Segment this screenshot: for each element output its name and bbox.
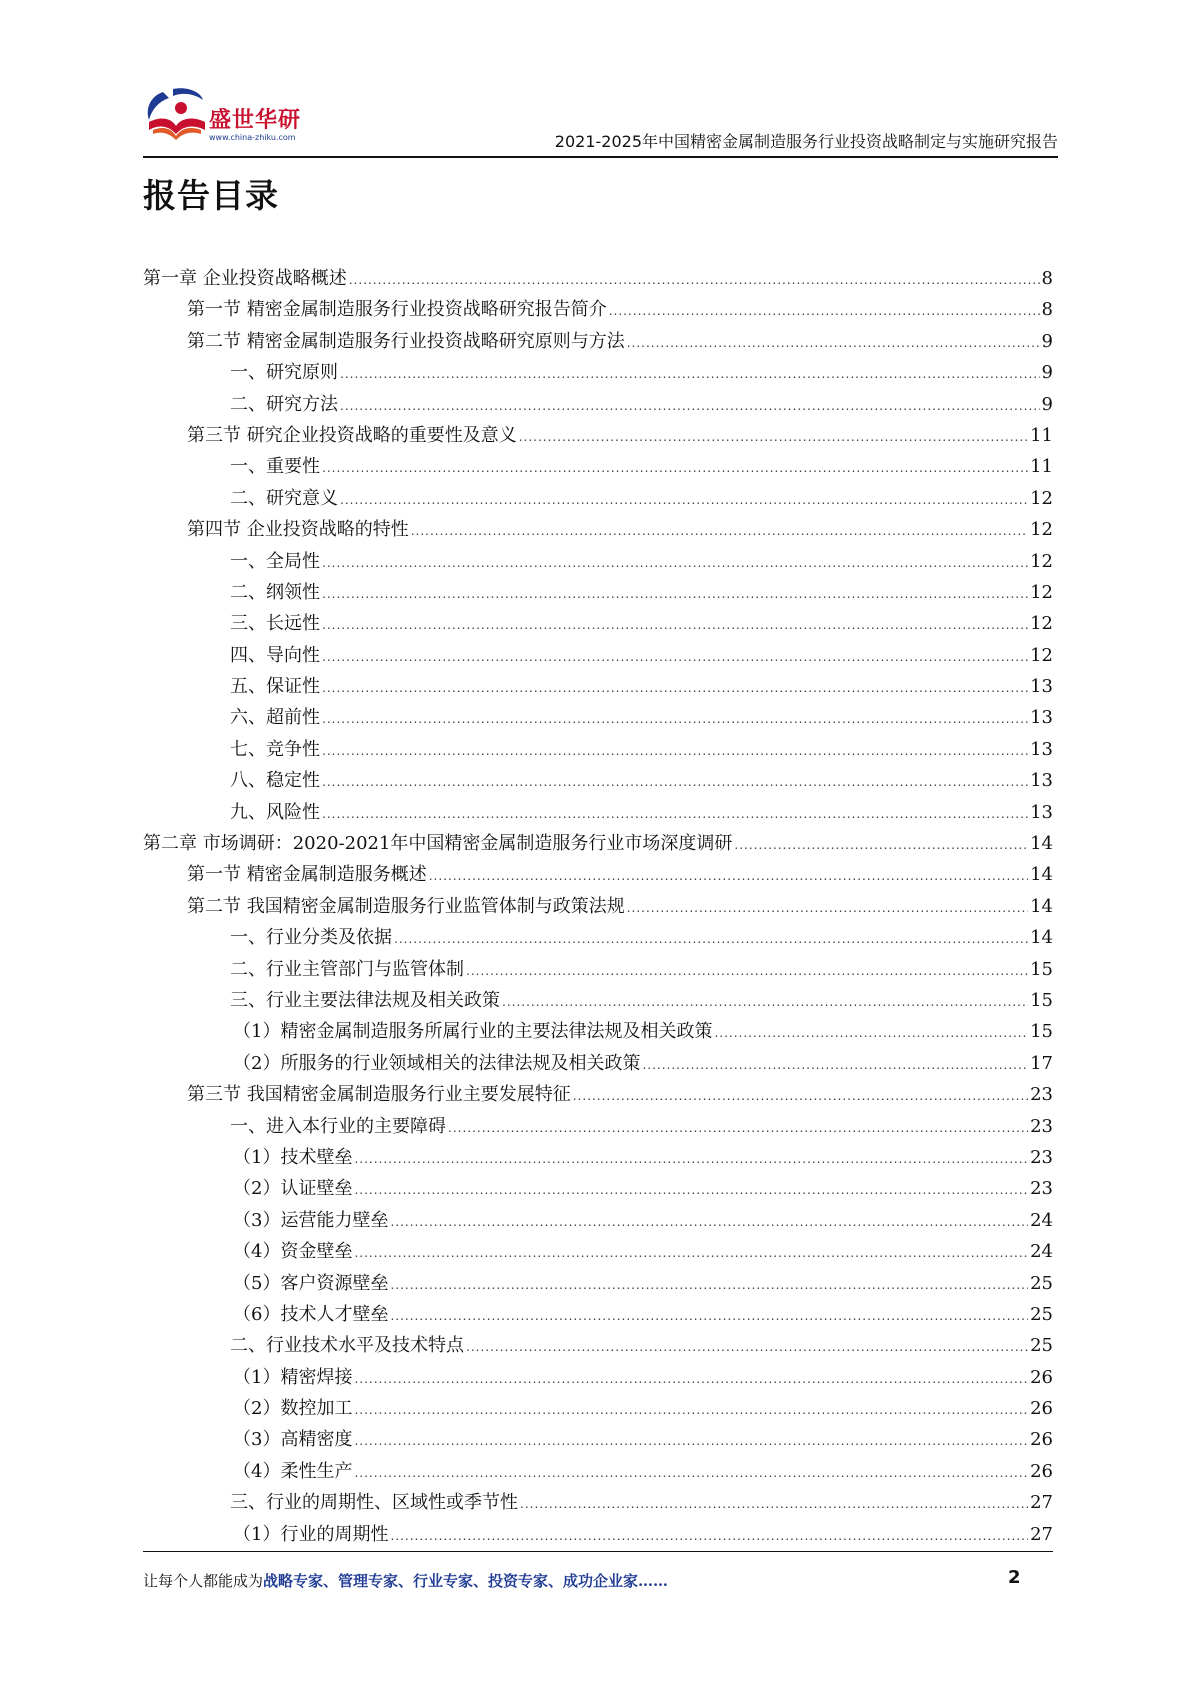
toc-entry-page: 11	[1030, 424, 1053, 446]
toc-entry[interactable]	[143, 357, 1053, 388]
toc-entry-label: 第一节 精密金属制造服务行业投资战略研究报告简介	[187, 299, 607, 321]
toc-dot-leader	[322, 736, 1028, 767]
toc-dot-leader	[466, 956, 1028, 987]
toc-entry-label: 一、进入本行业的主要障碍	[230, 1115, 446, 1137]
toc-entry-label: 第三节 我国精密金属制造服务行业主要发展特征	[187, 1084, 571, 1106]
toc-dot-leader	[609, 296, 1040, 327]
toc-entry[interactable]	[143, 451, 1053, 482]
toc-entry[interactable]	[143, 546, 1053, 577]
toc-entry-label: 九、风险性	[230, 801, 320, 823]
toc-entry-page: 14	[1030, 895, 1053, 917]
toc-entry[interactable]	[143, 1519, 1053, 1550]
toc-entry-label: 第二节 精密金属制造服务行业投资战略研究原则与方法	[187, 330, 625, 352]
toc-dot-leader	[429, 861, 1028, 892]
toc-entry-label: 三、行业的周期性、区域性或季节性	[230, 1492, 518, 1514]
toc-entry[interactable]	[143, 765, 1053, 796]
toc-entry-label: 二、行业主管部门与监管体制	[230, 958, 464, 980]
toc-dot-leader	[349, 265, 1040, 296]
toc-entry-page: 12	[1030, 581, 1053, 603]
toc-entry-page: 9	[1041, 393, 1053, 415]
toc-entry-page: 13	[1030, 676, 1053, 698]
logo-url: www.china-zhiku.com	[209, 133, 296, 142]
toc-entry-page: 23	[1030, 1115, 1053, 1137]
toc-entry-page: 13	[1030, 801, 1053, 823]
toc-entry-label: （3）运营能力壁垒	[233, 1209, 389, 1231]
header-divider	[143, 156, 1058, 158]
toc-entry-page: 12	[1030, 519, 1053, 541]
toc-entry[interactable]	[143, 1236, 1053, 1267]
toc-entry[interactable]	[143, 734, 1053, 765]
toc-entry-page: 14	[1030, 864, 1053, 886]
toc-entry-page: 15	[1030, 1021, 1053, 1043]
toc-entry-label: 四、导向性	[230, 644, 320, 666]
toc-entry[interactable]	[143, 671, 1053, 702]
toc-entry-label: （1）行业的周期性	[233, 1523, 389, 1545]
toc-entry[interactable]	[143, 1173, 1053, 1204]
toc-entry-label: （6）技术人才壁垒	[233, 1303, 389, 1325]
toc-entry-label: 八、稳定性	[230, 770, 320, 792]
toc-entry-label: （1）精密焊接	[233, 1366, 353, 1388]
toc-entry[interactable]	[143, 514, 1053, 545]
toc-dot-leader	[322, 548, 1028, 579]
toc-entry-page: 12	[1030, 644, 1053, 666]
toc-entry-page: 25	[1030, 1335, 1053, 1357]
toc-dot-leader	[340, 359, 1040, 390]
toc-dot-leader	[573, 1081, 1028, 1112]
toc-dot-leader	[390, 1270, 1028, 1301]
toc-entry[interactable]	[143, 483, 1053, 514]
toc-entry[interactable]	[143, 954, 1053, 985]
logo-text: 盛世华研	[209, 108, 302, 133]
toc-entry-label: 七、竞争性	[230, 738, 320, 760]
toc-dot-leader	[322, 579, 1028, 610]
toc-entry-page: 23	[1030, 1084, 1053, 1106]
toc-dot-leader	[354, 1364, 1028, 1395]
toc-entry-label: 二、行业技术水平及技术特点	[230, 1335, 464, 1357]
toc-dot-leader	[394, 924, 1028, 955]
toc-entry-label: （4）资金壁垒	[233, 1241, 353, 1263]
toc-entry-page: 13	[1030, 707, 1053, 729]
toc-entry-label: 二、纲领性	[230, 581, 320, 603]
toc-entry-label: 三、行业主要法律法规及相关政策	[230, 989, 500, 1011]
toc-entry-page: 9	[1041, 362, 1053, 384]
toc-entry[interactable]	[143, 922, 1053, 953]
toc-entry[interactable]	[143, 797, 1053, 828]
toc-entry-label: （3）高精密度	[233, 1429, 353, 1451]
toc-entry-page: 26	[1030, 1460, 1053, 1482]
toc-dot-leader	[642, 1050, 1028, 1081]
toc-entry[interactable]	[143, 702, 1053, 733]
toc-dot-leader	[354, 1144, 1028, 1175]
toc-entry-label: （2）数控加工	[233, 1398, 353, 1420]
toc-dot-leader	[354, 1238, 1028, 1269]
toc-entry[interactable]	[143, 859, 1053, 890]
toc-entry-page: 12	[1030, 550, 1053, 572]
toc-entry[interactable]	[143, 1111, 1053, 1142]
toc-entry-page: 23	[1030, 1178, 1053, 1200]
toc-dot-leader	[390, 1301, 1028, 1332]
toc-entry[interactable]	[143, 577, 1053, 608]
toc-entry[interactable]	[143, 1016, 1053, 1047]
toc-dot-leader	[322, 704, 1028, 735]
toc-entry-label: 六、超前性	[230, 707, 320, 729]
footer-slogan	[143, 1570, 668, 1591]
toc-entry[interactable]	[143, 985, 1053, 1016]
toc-dot-leader	[448, 1113, 1028, 1144]
toc-entry-label: 二、研究意义	[230, 487, 338, 509]
toc-entry[interactable]	[143, 1456, 1053, 1487]
toc-entry[interactable]	[143, 1142, 1053, 1173]
toc-entry[interactable]	[143, 1268, 1053, 1299]
toc-entry-page: 24	[1030, 1241, 1053, 1263]
toc-entry[interactable]	[143, 1330, 1053, 1361]
footer-divider	[143, 1551, 1053, 1552]
toc-entry-label: （1）精密金属制造服务所属行业的主要法律法规及相关政策	[233, 1021, 713, 1043]
page-header	[143, 82, 1058, 156]
toc-entry-page: 25	[1030, 1303, 1053, 1325]
toc-entry-label: （2）认证壁垒	[233, 1178, 353, 1200]
toc-entry-page: 15	[1030, 958, 1053, 980]
toc-entry-label: 一、全局性	[230, 550, 320, 572]
toc-entry-label: 第一节 精密金属制造服务概述	[187, 864, 427, 886]
toc-dot-leader	[466, 1332, 1028, 1363]
toc-dot-leader	[627, 893, 1028, 924]
toc-entry[interactable]	[143, 640, 1053, 671]
toc-entry-page: 15	[1030, 989, 1053, 1011]
toc-entry-page: 12	[1030, 487, 1053, 509]
slogan-prefix: 让每个人都能成为	[143, 1572, 264, 1590]
page-number: 2	[1008, 1567, 1021, 1588]
toc-dot-leader	[322, 767, 1028, 798]
toc-entry-page: 8	[1041, 268, 1053, 289]
toc-dot-leader	[502, 987, 1028, 1018]
toc-entry-label: 二、研究方法	[230, 393, 338, 415]
toc-entry[interactable]	[143, 1048, 1053, 1079]
toc-entry[interactable]	[143, 326, 1053, 357]
toc-dot-leader	[390, 1521, 1028, 1552]
toc-entry[interactable]	[143, 1487, 1053, 1518]
toc-entry[interactable]	[143, 389, 1053, 420]
toc-dot-leader	[322, 799, 1028, 830]
toc-entry-page: 9	[1041, 330, 1053, 352]
toc-entry[interactable]	[143, 1079, 1053, 1110]
toc-entry[interactable]	[143, 1362, 1053, 1393]
toc-entry-page: 25	[1030, 1272, 1053, 1294]
toc-entry-label: 一、重要性	[230, 456, 320, 478]
toc-entry-label: 第四节 企业投资战略的特性	[187, 519, 409, 541]
toc-dot-leader	[354, 1458, 1028, 1489]
toc-entry-label: 第二节 我国精密金属制造服务行业监管体制与政策法规	[187, 895, 625, 917]
table-of-contents	[143, 263, 1053, 1550]
toc-entry[interactable]	[143, 891, 1053, 922]
toc-entry-page: 26	[1030, 1366, 1053, 1388]
toc-entry-label: （4）柔性生产	[233, 1460, 353, 1482]
toc-entry-page: 17	[1030, 1052, 1053, 1074]
toc-entry-page: 13	[1030, 738, 1053, 760]
toc-entry[interactable]	[143, 263, 1053, 294]
toc-entry-label: （5）客户资源壁垒	[233, 1272, 389, 1294]
toc-dot-leader	[322, 642, 1028, 673]
toc-dot-leader	[714, 1018, 1028, 1049]
toc-dot-leader	[340, 485, 1028, 516]
toc-dot-leader	[520, 1489, 1028, 1520]
book-swoosh-logo-icon	[143, 86, 209, 142]
toc-entry-page: 12	[1030, 613, 1053, 635]
toc-entry[interactable]	[143, 294, 1053, 325]
toc-dot-leader	[519, 422, 1028, 453]
toc-entry-label: 一、研究原则	[230, 362, 338, 384]
company-logo	[143, 82, 313, 146]
toc-dot-leader	[322, 453, 1028, 484]
toc-dot-leader	[627, 328, 1040, 359]
toc-dot-leader	[322, 610, 1028, 641]
toc-entry-page: 14	[1030, 833, 1053, 855]
toc-entry-page: 26	[1030, 1429, 1053, 1451]
toc-entry-label: 一、行业分类及依据	[230, 927, 392, 949]
toc-entry-page: 13	[1030, 770, 1053, 792]
toc-entry[interactable]	[143, 1424, 1053, 1455]
toc-entry[interactable]	[143, 1299, 1053, 1330]
toc-entry[interactable]	[143, 420, 1053, 451]
toc-dot-leader	[354, 1426, 1028, 1457]
toc-entry-label: （2）所服务的行业领域相关的法律法规及相关政策	[233, 1052, 641, 1074]
toc-entry-label: 第一章 企业投资战略概述	[143, 268, 347, 289]
toc-dot-leader	[390, 1207, 1028, 1238]
toc-entry-page: 27	[1030, 1523, 1053, 1545]
toc-entry-page: 14	[1030, 927, 1053, 949]
toc-entry[interactable]	[143, 828, 1053, 859]
toc-entry-label: 第二章 市场调研：2020-2021年中国精密金属制造服务行业市场深度调研	[143, 833, 733, 855]
toc-dot-leader	[322, 673, 1028, 704]
page-title: 报告目录	[143, 176, 279, 215]
toc-dot-leader	[411, 516, 1028, 547]
toc-entry-page: 26	[1030, 1398, 1053, 1420]
toc-entry-page: 11	[1030, 456, 1053, 478]
toc-dot-leader	[354, 1175, 1028, 1206]
report-title: 2021-2025年中国精密金属制造服务行业投资战略制定与实施研究报告	[554, 132, 1058, 151]
toc-entry-page: 23	[1030, 1146, 1053, 1168]
toc-entry-page: 27	[1030, 1492, 1053, 1514]
toc-entry-page: 24	[1030, 1209, 1053, 1231]
toc-entry[interactable]	[143, 1205, 1053, 1236]
toc-dot-leader	[340, 391, 1040, 422]
toc-entry-label: 五、保证性	[230, 676, 320, 698]
toc-entry-label: （1）技术壁垒	[233, 1146, 353, 1168]
toc-entry[interactable]	[143, 1393, 1053, 1424]
toc-dot-leader	[734, 830, 1028, 861]
toc-entry-page: 8	[1041, 299, 1053, 321]
toc-entry-label: 三、长远性	[230, 613, 320, 635]
toc-dot-leader	[354, 1395, 1028, 1426]
slogan-highlight: 战略专家、管理专家、行业专家、投资专家、成功企业家……	[263, 1572, 669, 1590]
toc-entry-label: 第三节 研究企业投资战略的重要性及意义	[187, 424, 517, 446]
toc-entry[interactable]	[143, 608, 1053, 639]
